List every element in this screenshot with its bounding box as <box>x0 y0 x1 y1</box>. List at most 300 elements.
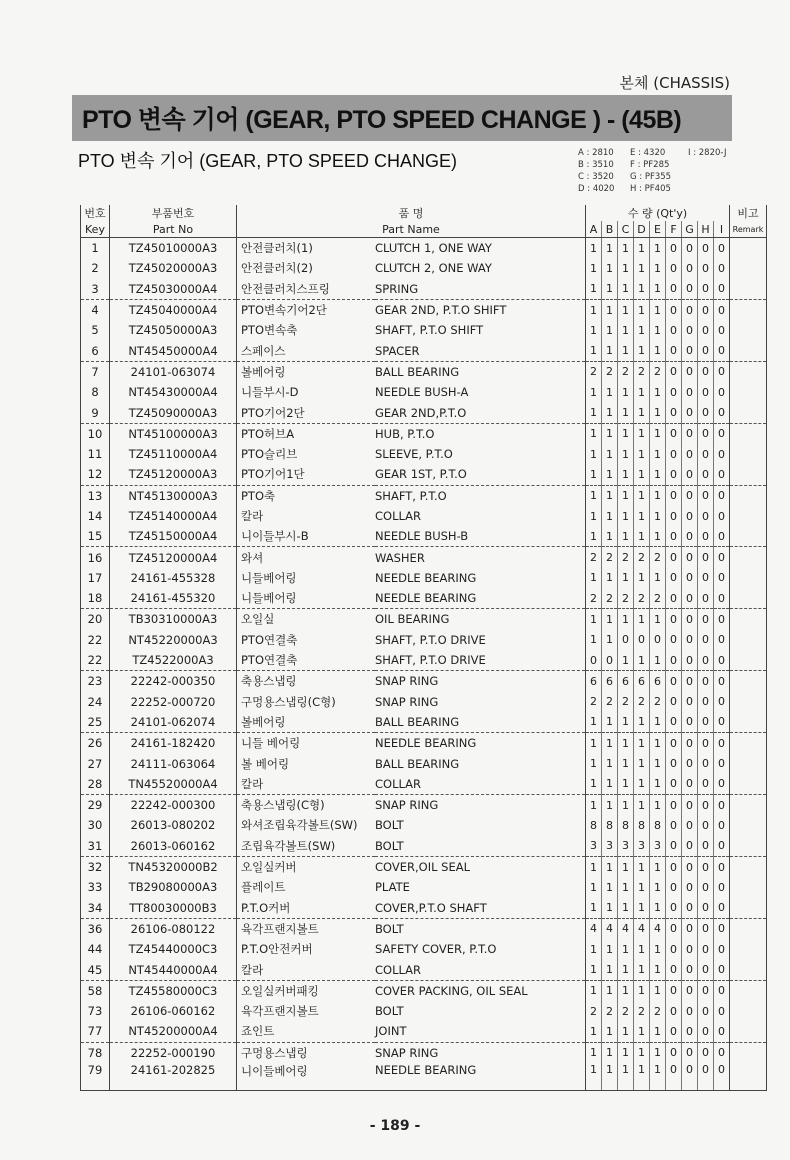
qty-cell: 1 <box>650 464 666 485</box>
remark-cell <box>730 464 767 485</box>
part-name-en-cell: NEEDLE BEARING <box>375 588 586 609</box>
part-name-kr-cell: 축용스냅링 <box>237 671 376 692</box>
qty-cell: 0 <box>666 568 682 588</box>
qty-cell: 0 <box>698 650 714 671</box>
part-no-cell: TB29080000A3 <box>110 877 237 897</box>
part-no-cell: 26106-080122 <box>110 918 237 939</box>
table-row <box>81 568 767 588</box>
part-name-en-cell: SNAP RING <box>375 692 586 712</box>
qty-cell: 0 <box>714 382 730 402</box>
table-row <box>81 795 767 816</box>
qty-cell: 1 <box>634 650 650 671</box>
qty-cell: 1 <box>650 258 666 278</box>
qty-cell: 0 <box>698 485 714 506</box>
qty-cell: 1 <box>602 1021 618 1042</box>
qty-cell: 0 <box>698 1063 714 1091</box>
part-no-cell: TZ45120000A3 <box>110 464 237 485</box>
part-name-en-cell: SNAP RING <box>375 671 586 692</box>
qty-cell: 3 <box>618 836 634 857</box>
qty-cell: 1 <box>634 506 650 526</box>
table-row <box>81 856 767 877</box>
qty-cell: 1 <box>618 774 634 795</box>
table-row <box>81 815 767 835</box>
qty-cell: 0 <box>714 753 730 773</box>
part-no-cell: 22252-000190 <box>110 1042 237 1063</box>
qty-cell: 1 <box>586 712 602 733</box>
qty-cell: 3 <box>650 836 666 857</box>
part-name-en-cell: COVER PACKING, OIL SEAL <box>375 980 586 1001</box>
qty-cell: 1 <box>618 959 634 980</box>
qty-cell: 0 <box>714 877 730 897</box>
qty-cell: 1 <box>650 423 666 444</box>
qty-cell: 0 <box>682 671 698 692</box>
qty-cell: 1 <box>618 423 634 444</box>
qty-cell: 0 <box>682 939 698 959</box>
qty-cell: 0 <box>682 774 698 795</box>
part-name-kr-cell: 볼베어링 <box>241 714 286 729</box>
qty-cell: 4 <box>602 918 618 939</box>
header-key-kr: 번호 <box>81 205 110 221</box>
qty-cell: 1 <box>650 856 666 877</box>
part-name-en-cell: NEEDLE BEARING <box>375 733 586 754</box>
table-row <box>81 650 767 671</box>
qty-cell: 0 <box>666 485 682 506</box>
part-name-kr-cell: 오일실커버 <box>237 856 376 877</box>
qty-cell: 0 <box>714 1063 730 1091</box>
remark-cell <box>730 402 767 423</box>
key-cell: 7 <box>81 361 110 382</box>
qty-cell: 1 <box>634 568 650 588</box>
qty-cell: 1 <box>586 340 602 361</box>
table-row <box>81 279 767 300</box>
table-row <box>81 485 767 506</box>
part-name-en-cell: NEEDLE BEARING <box>375 568 586 588</box>
qty-cell: 1 <box>650 1063 666 1091</box>
qty-cell: 1 <box>618 856 634 877</box>
qty-cell: 0 <box>682 959 698 980</box>
remark-cell <box>730 340 767 361</box>
qty-cell: 1 <box>650 712 666 733</box>
qty-cell: 0 <box>714 630 730 650</box>
part-name-kr-cell: PTO기어1단 <box>241 467 305 482</box>
qty-cell: 0 <box>666 444 682 464</box>
qty-cell: 1 <box>618 609 634 630</box>
part-name-kr-cell: 축용스냅링(C형) <box>237 795 376 816</box>
qty-cell: 1 <box>602 877 618 897</box>
part-name-en-cell: SHAFT, P.T.O SHIFT <box>375 320 586 340</box>
key-cell: 12 <box>81 464 110 485</box>
qty-cell: 0 <box>666 526 682 547</box>
qty-cell: 0 <box>698 299 714 320</box>
page-subtitle: PTO 변속 기어 (GEAR, PTO SPEED CHANGE) <box>78 151 457 171</box>
key-cell: 78 <box>81 1042 110 1063</box>
key-cell: 18 <box>81 588 110 609</box>
remark-cell <box>730 320 767 340</box>
part-no-cell: TT80030000B3 <box>110 898 237 919</box>
part-no-cell: NT45130000A3 <box>110 485 237 506</box>
table-row <box>81 980 767 1001</box>
qty-cell: 1 <box>618 1063 634 1091</box>
qty-cell: 0 <box>698 795 714 816</box>
qty-cell: 0 <box>682 980 698 1001</box>
header-qty-col: D <box>634 221 650 238</box>
qty-cell: 0 <box>714 815 730 835</box>
qty-cell: 1 <box>586 795 602 816</box>
key-cell: 11 <box>81 444 110 464</box>
key-cell: 58 <box>81 980 110 1001</box>
table-row <box>81 423 767 444</box>
header-remark-kr: 비고 <box>730 205 767 221</box>
qty-cell: 0 <box>714 1021 730 1042</box>
qty-cell: 1 <box>602 258 618 278</box>
qty-cell: 0 <box>666 464 682 485</box>
qty-cell: 1 <box>634 1042 650 1063</box>
qty-cell: 0 <box>698 423 714 444</box>
part-no-cell: 24161-202825 <box>110 1063 237 1091</box>
qty-cell: 0 <box>698 712 714 733</box>
qty-cell: 0 <box>666 1021 682 1042</box>
part-no-cell: 26013-060162 <box>110 836 237 857</box>
qty-cell: 1 <box>602 898 618 919</box>
table-row <box>81 877 767 897</box>
qty-cell: 0 <box>666 898 682 919</box>
qty-cell: 1 <box>650 898 666 919</box>
key-cell: 4 <box>81 299 110 320</box>
qty-cell: 1 <box>634 238 650 259</box>
table-row <box>81 361 767 382</box>
table-row <box>81 630 767 650</box>
qty-cell: 2 <box>586 588 602 609</box>
key-cell: 25 <box>81 712 110 733</box>
qty-cell: 0 <box>714 898 730 919</box>
part-name-en-cell: BOLT <box>375 918 586 939</box>
part-name-en-cell: SNAP RING <box>375 795 586 816</box>
part-name-en-cell: SPRING <box>375 279 586 300</box>
qty-cell: 0 <box>682 630 698 650</box>
table-row <box>81 547 767 568</box>
qty-cell: 0 <box>666 733 682 754</box>
qty-cell: 6 <box>602 671 618 692</box>
qty-cell: 0 <box>714 464 730 485</box>
qty-cell: 2 <box>618 547 634 568</box>
part-no-cell: 24101-062074 <box>110 712 237 733</box>
qty-cell: 0 <box>666 506 682 526</box>
key-cell: 31 <box>81 836 110 857</box>
qty-cell: 0 <box>714 650 730 671</box>
qty-cell: 2 <box>602 547 618 568</box>
part-no-cell: 24111-063064 <box>110 753 237 773</box>
part-name-kr-cell: 스페이스 <box>241 343 286 358</box>
qty-cell: 1 <box>602 795 618 816</box>
key-cell: 1 <box>81 238 110 259</box>
remark-cell <box>730 279 767 300</box>
qty-cell: 8 <box>618 815 634 835</box>
remark-cell <box>730 609 767 630</box>
qty-cell: 0 <box>666 299 682 320</box>
table-row <box>81 692 767 712</box>
qty-cell: 1 <box>602 1063 618 1091</box>
qty-cell: 2 <box>602 588 618 609</box>
remark-cell <box>730 1021 767 1042</box>
qty-cell: 0 <box>602 650 618 671</box>
qty-cell: 1 <box>634 423 650 444</box>
qty-cell: 1 <box>618 402 634 423</box>
qty-cell: 1 <box>586 1042 602 1063</box>
qty-cell: 1 <box>586 980 602 1001</box>
part-name-en-cell: SLEEVE, P.T.O <box>375 444 586 464</box>
qty-cell: 1 <box>586 444 602 464</box>
model-legend-col3 <box>688 147 726 159</box>
qty-cell: 1 <box>650 568 666 588</box>
qty-cell: 1 <box>602 485 618 506</box>
qty-cell: 2 <box>634 692 650 712</box>
qty-cell: 1 <box>634 279 650 300</box>
qty-cell: 0 <box>714 238 730 259</box>
part-name-kr-cell: 니이들베어링 <box>237 1063 376 1091</box>
part-no-cell: TZ4522000A3 <box>110 650 237 671</box>
qty-cell: 0 <box>714 712 730 733</box>
part-name-en-cell: SPACER <box>375 340 586 361</box>
qty-cell: 0 <box>714 1001 730 1021</box>
qty-cell: 0 <box>666 980 682 1001</box>
key-cell: 14 <box>81 506 110 526</box>
part-no-cell: TZ45140000A4 <box>110 506 237 526</box>
qty-cell: 1 <box>634 774 650 795</box>
qty-cell: 0 <box>682 588 698 609</box>
qty-cell: 0 <box>698 1042 714 1063</box>
remark-cell <box>730 898 767 919</box>
header-remark-en: Remark <box>730 221 767 238</box>
remark-cell <box>730 1001 767 1021</box>
part-name-kr-cell: 칼라 <box>241 776 264 791</box>
qty-cell: 1 <box>634 299 650 320</box>
qty-cell: 0 <box>682 712 698 733</box>
qty-cell: 1 <box>602 609 618 630</box>
remark-cell <box>730 856 767 877</box>
qty-cell: 0 <box>666 630 682 650</box>
qty-cell: 1 <box>634 898 650 919</box>
qty-cell: 1 <box>618 1042 634 1063</box>
qty-cell: 1 <box>602 464 618 485</box>
part-name-en-cell: SNAP RING <box>375 1042 586 1063</box>
qty-cell: 0 <box>682 692 698 712</box>
part-name-kr-cell: 니이들부시-B <box>241 529 309 544</box>
qty-cell: 1 <box>650 733 666 754</box>
table-row <box>81 464 767 485</box>
part-name-kr-cell: 안전클러치스프링 <box>241 281 330 296</box>
qty-cell: 1 <box>650 795 666 816</box>
qty-cell: 4 <box>650 918 666 939</box>
qty-cell: 0 <box>698 939 714 959</box>
qty-cell: 0 <box>666 361 682 382</box>
banner-title: PTO 변속 기어 (GEAR, PTO SPEED CHANGE ) - (45B) <box>82 106 682 134</box>
qty-cell: 1 <box>650 382 666 402</box>
qty-cell: 1 <box>650 526 666 547</box>
part-name-en-cell: COLLAR <box>375 506 586 526</box>
table-row <box>81 1001 767 1021</box>
header-name-kr: 품 명 <box>237 205 586 221</box>
part-name-en-cell: GEAR 1ST, P.T.O <box>375 464 586 485</box>
part-no-cell: TN45320000B2 <box>110 856 237 877</box>
qty-cell: 1 <box>650 939 666 959</box>
qty-cell: 1 <box>602 299 618 320</box>
qty-cell: 1 <box>602 753 618 773</box>
qty-cell: 0 <box>698 609 714 630</box>
part-name-en-cell: NEEDLE BUSH-A <box>375 382 586 402</box>
qty-cell: 0 <box>714 692 730 712</box>
qty-cell: 0 <box>666 753 682 773</box>
qty-cell: 0 <box>666 939 682 959</box>
qty-cell: 2 <box>634 361 650 382</box>
remark-cell <box>730 939 767 959</box>
qty-cell: 0 <box>698 361 714 382</box>
header-name-en: Part Name <box>237 221 586 238</box>
qty-cell: 1 <box>618 568 634 588</box>
part-name-kr-cell: 구멍용스냅링 <box>237 1042 376 1063</box>
part-no-cell: TZ45150000A4 <box>110 526 237 547</box>
qty-cell: 1 <box>602 774 618 795</box>
model-code: I : 2820-J <box>688 148 727 158</box>
qty-cell: 0 <box>666 877 682 897</box>
qty-cell: 1 <box>634 258 650 278</box>
qty-cell: 2 <box>634 1001 650 1021</box>
remark-cell <box>730 238 767 259</box>
qty-cell: 1 <box>618 506 634 526</box>
part-name-en-cell: COLLAR <box>375 959 586 980</box>
key-cell: 16 <box>81 547 110 568</box>
part-no-cell: 24161-455328 <box>110 568 237 588</box>
part-no-cell: 26106-060162 <box>110 1001 237 1021</box>
part-no-cell: TZ45120000A4 <box>110 547 237 568</box>
key-cell: 20 <box>81 609 110 630</box>
model-legend-col2 <box>630 147 671 195</box>
qty-cell: 4 <box>618 918 634 939</box>
key-cell: 79 <box>81 1063 110 1091</box>
qty-cell: 1 <box>650 320 666 340</box>
qty-cell: 1 <box>650 774 666 795</box>
qty-cell: 1 <box>634 877 650 897</box>
qty-cell: 2 <box>618 1001 634 1021</box>
qty-cell: 0 <box>682 650 698 671</box>
qty-cell: 1 <box>618 485 634 506</box>
header-qty-col: A <box>586 221 602 238</box>
qty-cell: 1 <box>650 877 666 897</box>
qty-cell: 0 <box>682 464 698 485</box>
part-no-cell: TN45520000A4 <box>110 774 237 795</box>
qty-cell: 1 <box>618 753 634 773</box>
model-code: F : PF285 <box>630 160 670 170</box>
model-code: C : 3520 <box>578 172 614 182</box>
part-name-en-cell: GEAR 2ND, P.T.O SHIFT <box>375 299 586 320</box>
qty-cell: 1 <box>586 733 602 754</box>
remark-cell <box>730 980 767 1001</box>
qty-cell: 6 <box>634 671 650 692</box>
qty-cell: 0 <box>698 856 714 877</box>
qty-cell: 1 <box>634 464 650 485</box>
qty-cell: 0 <box>714 1042 730 1063</box>
qty-cell: 1 <box>634 959 650 980</box>
qty-cell: 0 <box>698 340 714 361</box>
part-name-en-cell: SHAFT, P.T.O DRIVE <box>375 630 586 650</box>
qty-cell: 1 <box>602 279 618 300</box>
qty-cell: 1 <box>634 444 650 464</box>
remark-cell <box>730 485 767 506</box>
qty-cell: 0 <box>714 918 730 939</box>
qty-cell: 1 <box>634 340 650 361</box>
qty-cell: 6 <box>586 671 602 692</box>
header-qty-col: B <box>602 221 618 238</box>
part-no-cell: NT45450000A4 <box>110 340 237 361</box>
remark-cell <box>730 588 767 609</box>
qty-cell: 0 <box>618 630 634 650</box>
part-name-kr-cell: 볼 베어링 <box>241 756 290 771</box>
table-row <box>81 526 767 547</box>
part-name-en-cell: CLUTCH 2, ONE WAY <box>375 258 586 278</box>
key-cell: 3 <box>81 279 110 300</box>
remark-cell <box>730 526 767 547</box>
qty-cell: 1 <box>602 320 618 340</box>
qty-cell: 1 <box>586 959 602 980</box>
table-row <box>81 382 767 402</box>
qty-cell: 0 <box>682 361 698 382</box>
part-name-kr-cell: PTO변속기어2단 <box>237 299 376 320</box>
qty-cell: 1 <box>650 485 666 506</box>
header-qty-col: H <box>698 221 714 238</box>
qty-cell: 1 <box>634 609 650 630</box>
qty-cell: 1 <box>586 568 602 588</box>
table-row <box>81 774 767 795</box>
qty-cell: 2 <box>650 361 666 382</box>
qty-cell: 0 <box>682 444 698 464</box>
table-row <box>81 299 767 320</box>
qty-cell: 1 <box>586 1021 602 1042</box>
qty-cell: 1 <box>618 279 634 300</box>
qty-cell: 2 <box>650 588 666 609</box>
qty-cell: 0 <box>698 692 714 712</box>
qty-cell: 0 <box>666 340 682 361</box>
qty-cell: 0 <box>682 733 698 754</box>
table-row <box>81 1021 767 1042</box>
remark-cell <box>730 733 767 754</box>
qty-cell: 0 <box>714 568 730 588</box>
qty-cell: 1 <box>618 733 634 754</box>
remark-cell <box>730 444 767 464</box>
part-name-en-cell: BALL BEARING <box>375 361 586 382</box>
qty-cell: 1 <box>618 464 634 485</box>
qty-cell: 1 <box>650 1042 666 1063</box>
part-name-kr-cell: 육각프랜지볼트 <box>237 918 376 939</box>
qty-cell: 0 <box>698 898 714 919</box>
part-name-en-cell: NEEDLE BUSH-B <box>375 526 586 547</box>
qty-cell: 1 <box>586 898 602 919</box>
part-name-en-cell: BOLT <box>375 1001 586 1021</box>
qty-cell: 1 <box>650 238 666 259</box>
table-row <box>81 671 767 692</box>
qty-cell: 1 <box>650 753 666 773</box>
qty-cell: 0 <box>698 630 714 650</box>
qty-cell: 0 <box>714 795 730 816</box>
qty-cell: 2 <box>650 547 666 568</box>
qty-cell: 0 <box>666 918 682 939</box>
remark-cell <box>730 1042 767 1063</box>
part-no-cell: TZ45020000A3 <box>110 258 237 278</box>
qty-cell: 1 <box>586 939 602 959</box>
table-row <box>81 444 767 464</box>
qty-cell: 0 <box>714 671 730 692</box>
table-row <box>81 258 767 278</box>
part-name-kr-cell: 와셔조립육각볼트(SW) <box>241 818 358 833</box>
part-name-kr-cell: PTO슬리브 <box>241 447 298 462</box>
